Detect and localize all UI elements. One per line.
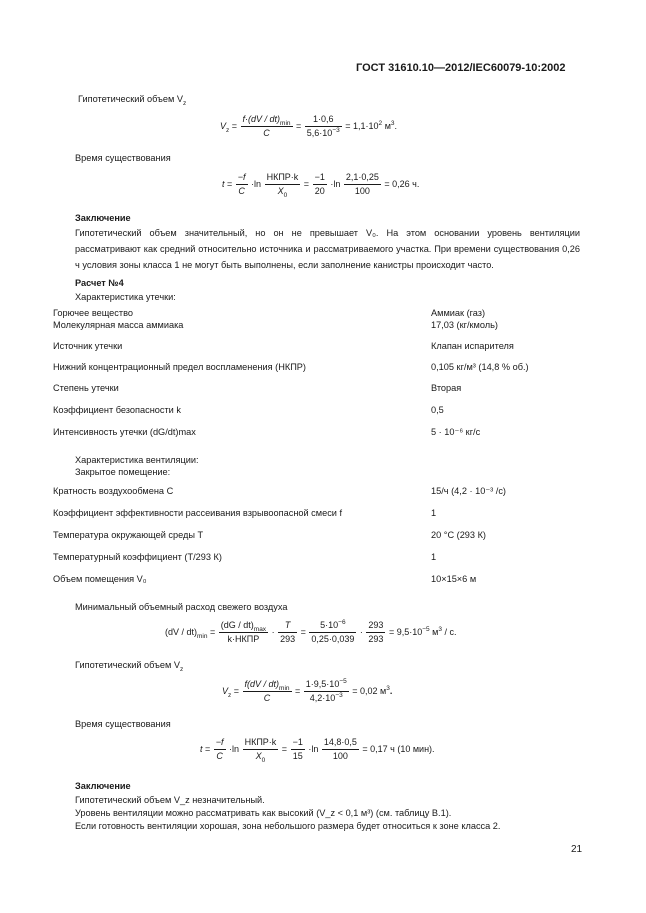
leak-row: Интенсивность утечки (dG/dt)max 5 · 10⁻⁶ кг/с	[53, 427, 481, 437]
formula-lifetime-2: t = $\frac{-f}{C}$ ·ln $\frac{\text{НКПР·k}}{X_0}$ = $\frac{-1}{15}$ ·ln $\frac{14,8\cdot 0,5}{100}$ = 0,17 ч (10 мин).	[200, 737, 435, 765]
vent-row: Температура окружающей среды T 20 °С (293 К)	[53, 530, 486, 540]
conclusion-line: Если готовность вентиляции хорошая, зона небольшого размера будет относиться к зоне класса 2.	[75, 821, 501, 831]
leak-row: Горючее вещество Аммиак (газ)	[53, 308, 486, 318]
conclusion-line: Уровень вентиляции можно рассматривать как высокий (V_z < 0,1 м³) (см. таблицу В.1).	[75, 808, 452, 818]
calc-title: Расчет №4	[75, 278, 124, 288]
conclusion-title-1: Заключение	[75, 213, 131, 223]
leak-row: Коэффициент безопасности k 0,5	[53, 405, 444, 415]
conclusion-title-2: Заключение	[75, 781, 131, 791]
page-number: 21	[571, 844, 583, 855]
vent-row: Кратность воздухообмена C 15/ч (4,2 · 10⁻³ /с)	[53, 486, 506, 496]
conclusion-text-1: Гипотетический объем значительный, но он не превышает V₀. На этом основании уровень вентиляции рассматривают как средний относительно источника и рассматриваемого участка. При времени существования 0,26 ч условия зоны класса 1 не могут быть выполнены, если заполнение канистры происходит часто.	[75, 228, 580, 270]
vent-row: Коэффициент эффективности рассеивания взрывоопасной смеси f 1	[53, 508, 437, 518]
vent-row: Объем помещения V₀ 10×15×6 м	[53, 574, 477, 584]
conclusion-line: Гипотетический объем V_z незначительный.	[75, 795, 265, 805]
time-label-2: Время существования	[75, 719, 171, 729]
leak-row: Молекулярная масса аммиака 17,03 (кг/кмоль)	[53, 320, 498, 330]
document-header: ГОСТ 31610.10—2012/IEC60079-10:2002	[356, 62, 566, 74]
vent-row: Температурный коэффициент (T/293 К) 1	[53, 552, 437, 562]
hyp-volume-label: Гипотетический объем $V_z$	[78, 94, 187, 107]
vent-title: Характеристика вентиляции:	[75, 455, 199, 465]
formula-lifetime: t = $\frac{-f}{C}$ ·ln $\frac{\text{НКПР·k}}{X_0}$ = $\frac{-1}{20}$ ·ln $\frac{2,1\cdot 0,25}{100}$ = 0,26 ч.	[222, 172, 420, 200]
hyp-volume-label-2: Гипотетический объем $V_z$	[75, 660, 184, 673]
time-label: Время существования	[75, 153, 171, 163]
leak-row: Источник утечки Клапан испарителя	[53, 341, 514, 351]
leak-row: Нижний концентрационный предел воспламенения (НКПР) 0,105 кг/м³ (14,8 % об.)	[53, 362, 529, 372]
formula-hyp-volume-2: $V_z$ = $\frac{f(dV / dt)_{min}}{C}$ = $\frac{1\cdot 9,5\cdot 10^{-5}}{4,2\cdot 10^{-3}}$ = 0,02 $м^3$.	[222, 678, 393, 704]
vent-subtitle: Закрытое помещение:	[75, 467, 171, 477]
leak-row: Степень утечки Вторая	[53, 383, 462, 393]
formula-hyp-volume: $V_z$ = $\frac{f\cdot(dV / dt)_{min}}{C}$ = $\frac{1\cdot 0,6}{5,6\cdot 10^{-3}}$ = $1,1\cdot 10^2$ $м^3$.	[220, 114, 398, 139]
leak-title: Характеристика утечки:	[75, 292, 176, 302]
min-flow-label: Минимальный объемный расход свежего воздуха	[75, 602, 288, 612]
formula-min-flow: $(dV / dt)_{min}$ = $\frac{(dG / dt)_{max}}{\text{k·НКПР}}$ · $\frac{T}{293}$ = $\frac{5\cdot 10^{-6}}{0,25\cdot 0,039}$ · $\frac{293}{293}$ = $9,5\cdot 10^{-5}$ $м^3$ / с.	[165, 619, 457, 645]
